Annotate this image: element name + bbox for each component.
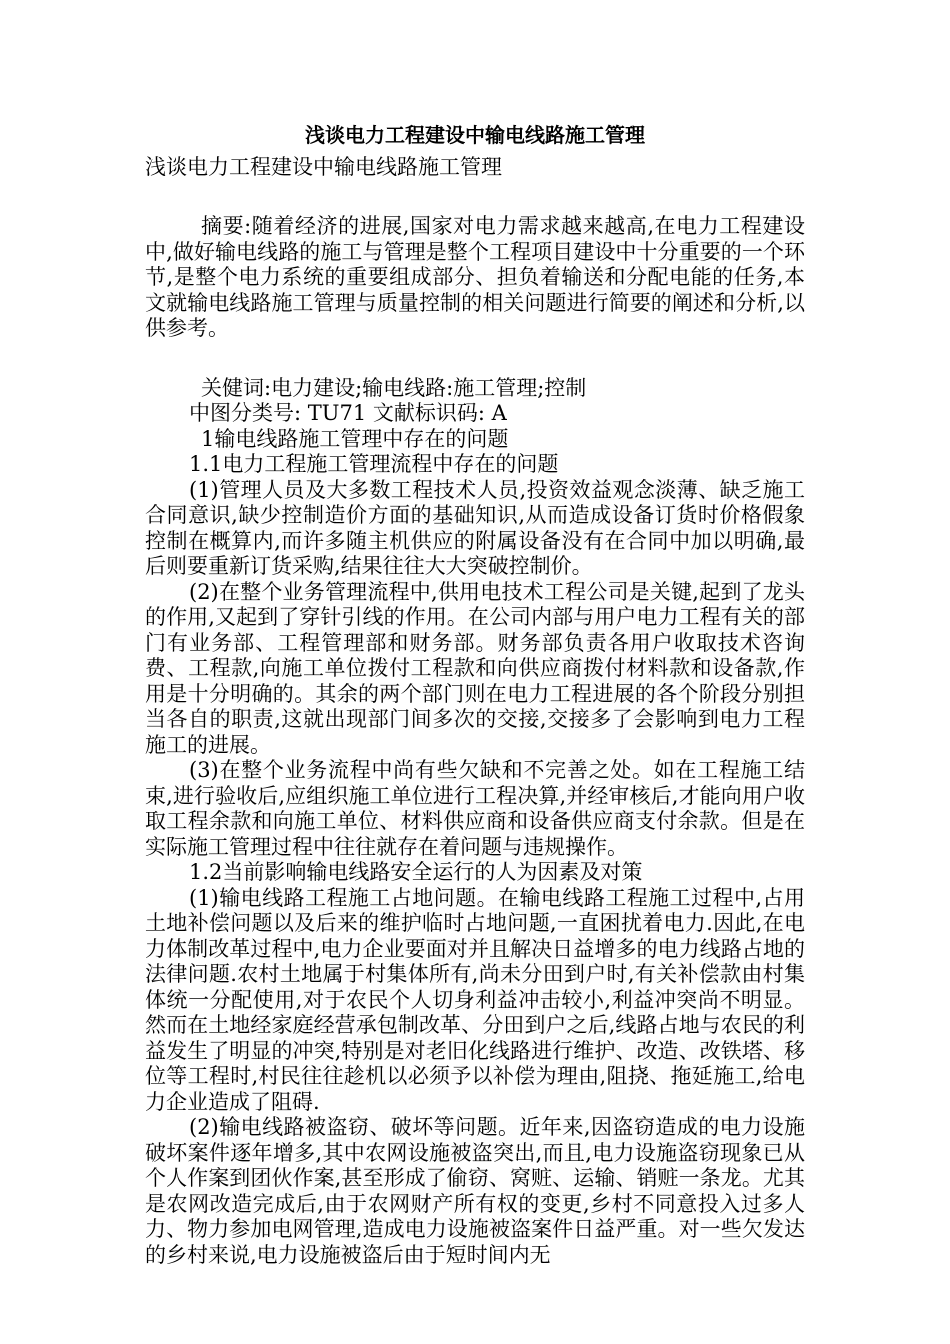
- keywords-line: 关健词:电力建设;输电线路:施工管理;控制: [201, 375, 587, 400]
- abstract-paragraph: 摘要:随着经济的进展,国家对电力需求越来越高,在电力工程建设中,做好输电线路的施工与管理是整个工程项目建设中十分重要的一个环节,是整个电力系统的重要组成部分、担负着输送和分配电能的任务,本文就输电线路施工管理与质量控制的相关问题进行简要的阐述和分析,以供参考。: [145, 214, 805, 340]
- classification-line: 中图分类号: TU71 文献标识码: A: [189, 401, 507, 425]
- document-subtitle: 浅谈电力工程建设中输电线路施工管理: [145, 155, 502, 179]
- section-1-2-heading: 1.2当前影响输电线路安全运行的人为因素及对策: [189, 860, 643, 884]
- body-paragraph: (3)在整个业务流程中尚有些欠缺和不完善之处。如在工程施工结束,进行验收后,应组织施工单位进行工程决算,并经审核后,才能向用户收取工程余款和向施工单位、材料供应商和设备供应商支付余款。但是在实际施工管理过程中往往就存在着问题与违规操作。: [145, 758, 805, 859]
- body-paragraph: (1)输电线路工程施工占地问题。在输电线路工程施工过程中,占用土地补偿问题以及后来的维护临时占地问题,一直困扰着电力.因此,在电力体制改革过程中,电力企业要面对并且解决日益增多的电力线路占地的法律问题.农村土地属于村集体所有,尚未分田到户时,有关补偿款由村集体统一分配使用,对于农民个人切身利益冲击较小,利益冲突尚不明显。然而在土地经家庭经营承包制改革、分田到户之后,线路占地与农民的利益发生了明显的冲突,特别是对老旧化线路进行维护、改造、改铁塔、移位等工程时,村民往往趁机以必须予以补偿为理由,阻挠、拖延施工,给电力企业造成了阻碍.: [145, 885, 805, 1114]
- section-1-heading: 1输电线路施工管理中存在的问题: [201, 426, 509, 451]
- document-title: 浅谈电力工程建设中输电线路施工管理: [305, 123, 645, 147]
- document-page: [145, 118, 805, 1268]
- body-paragraph: (2)在整个业务管理流程中,供用电技术工程公司是关键,起到了龙头的作用,又起到了穿针引线的作用。在公司内部与用户电力工程有关的部门有业务部、工程管理部和财务部。财务部负责各用户收取技术咨询费、工程款,向施工单位拨付工程款和向供应商拨付材料款和设备款,作用是十分明确的。其余的两个部门则在电力工程进展的各个阶段分别担当各自的职责,这就出现部门间多次的交接,交接多了会影响到电力工程施工的进展。: [145, 579, 805, 757]
- body-paragraph: (2)输电线路被盗窃、破坏等问题。近年来,因盗窃造成的电力设施破坏案件逐年增多,其中农网设施被盗突出,而且,电力设施盗窃现象已从个人作案到团伙作案,甚至形成了偷窃、窝赃、运输、销赃一条龙。尤其是农网改造完成后,由于农网财产所有权的变更,乡村不同意投入过多人力、物力参加电网管理,造成电力设施被盗案件日益严重。对一些欠发达的乡村来说,电力设施被盗后由于短时间内无: [145, 1115, 805, 1267]
- section-1-1-heading: 1.1电力工程施工管理流程中存在的问题: [189, 452, 559, 476]
- body-paragraph: (1)管理人员及大多数工程技术人员,投资效益观念淡薄、缺乏施工合同意识,缺少控制造价方面的基础知识,从而造成设备订货时价格假象控制在概算内,而许多随主机供应的附属设备没有在合同中加以明确,最后则要重新订货采购,结果往往大大突破控制价。: [145, 477, 805, 578]
